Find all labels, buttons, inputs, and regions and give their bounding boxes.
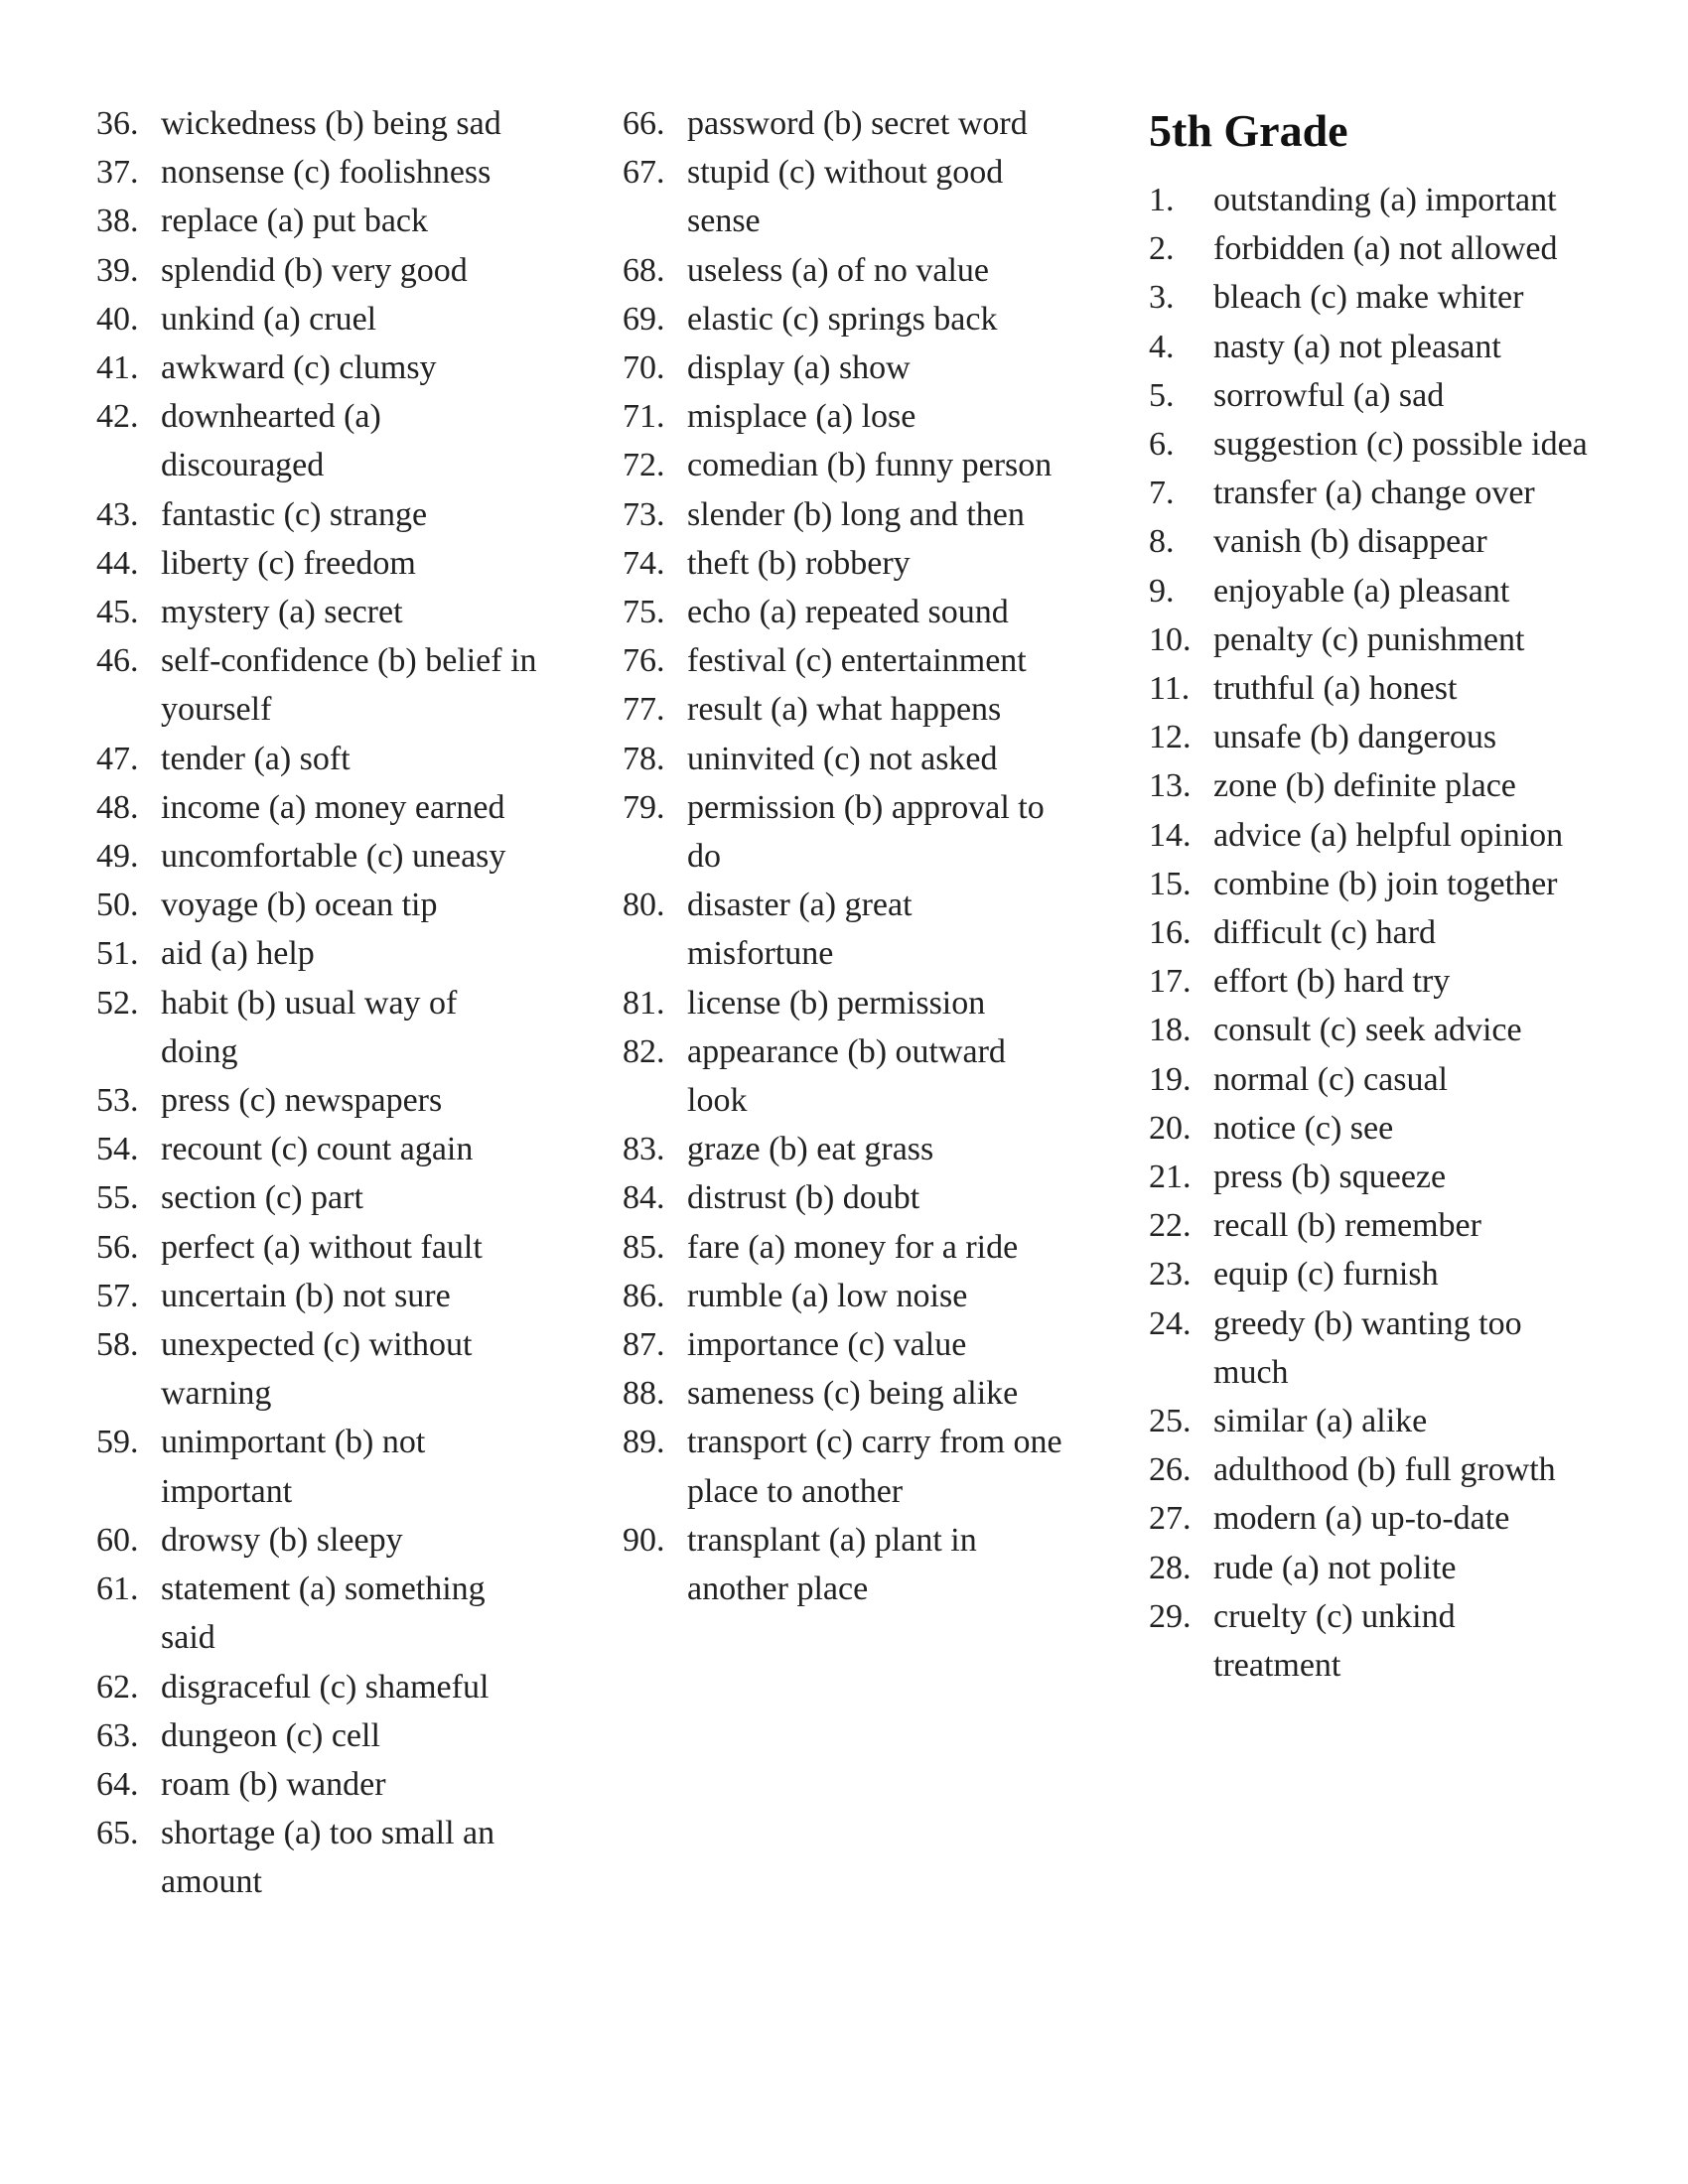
item-text: slender (b) long and then: [687, 495, 1025, 533]
item-number: 7.: [1149, 475, 1175, 512]
list-item: [623, 588, 1079, 636]
list-item: [96, 1760, 573, 1809]
list-item: [1149, 273, 1625, 322]
list-item: [1149, 1006, 1625, 1054]
list-item: [96, 1272, 573, 1320]
item-text: disgraceful (c) shameful: [161, 1668, 490, 1706]
item-text: license (b) permission: [687, 984, 986, 1022]
item-number: 73.: [623, 495, 665, 533]
item-number: 47.: [96, 740, 139, 777]
list-item: [623, 539, 1079, 588]
item-text: statement (a) something said: [161, 1570, 486, 1657]
list-item: [96, 1418, 573, 1515]
item-text: forbidden (a) not allowed: [1213, 230, 1558, 268]
item-number: 77.: [623, 691, 665, 729]
item-text: voyage (b) ocean tip: [161, 887, 438, 924]
list-item: [96, 636, 573, 734]
list-item: [96, 588, 573, 636]
list-item: [623, 1173, 1079, 1222]
item-text: vanish (b) disappear: [1213, 523, 1487, 561]
item-text: difficult (c) hard: [1213, 914, 1437, 952]
list-item: [1149, 1592, 1625, 1690]
item-number: 84.: [623, 1179, 665, 1217]
list-item: [96, 197, 573, 245]
list-item: [96, 929, 573, 978]
item-text: uninvited (c) not asked: [687, 740, 998, 777]
item-text: stupid (c) without good sense: [687, 154, 1004, 240]
list-item: [623, 1027, 1079, 1125]
item-text: dungeon (c) cell: [161, 1716, 380, 1754]
list-item: [96, 295, 573, 343]
item-text: wickedness (b) being sad: [161, 105, 501, 142]
list-item: [623, 783, 1079, 881]
item-number: 89.: [623, 1424, 665, 1461]
list-item: [96, 392, 573, 489]
list-item: [1149, 811, 1625, 860]
list-item: [1149, 1250, 1625, 1298]
item-text: disaster (a) great misfortune: [687, 887, 913, 973]
item-text: sameness (c) being alike: [687, 1375, 1019, 1413]
list-item: [623, 1223, 1079, 1272]
item-text: drowsy (b) sleepy: [161, 1521, 403, 1559]
list-item: [623, 1369, 1079, 1418]
list-item: [1149, 664, 1625, 713]
item-number: 22.: [1149, 1207, 1192, 1245]
item-number: 6.: [1149, 426, 1175, 464]
list-item: [623, 636, 1079, 685]
item-text: self-confidence (b) belief in yourself: [161, 642, 537, 729]
item-number: 87.: [623, 1326, 665, 1364]
item-number: 20.: [1149, 1109, 1192, 1147]
item-number: 64.: [96, 1765, 139, 1803]
item-number: 81.: [623, 984, 665, 1022]
list-item: [96, 1565, 573, 1662]
item-number: 18.: [1149, 1012, 1192, 1049]
item-text: replace (a) put back: [161, 203, 428, 240]
list-item: [1149, 1445, 1625, 1494]
item-number: 63.: [96, 1716, 139, 1754]
item-number: 56.: [96, 1228, 139, 1266]
item-number: 14.: [1149, 816, 1192, 854]
item-text: bleach (c) make whiter: [1213, 279, 1524, 317]
item-number: 58.: [96, 1326, 139, 1364]
list-item: [623, 1125, 1079, 1173]
item-text: misplace (a) lose: [687, 398, 916, 436]
item-number: 39.: [96, 251, 139, 289]
item-text: outstanding (a) important: [1213, 182, 1557, 218]
list-item: [1149, 176, 1625, 224]
item-number: 60.: [96, 1521, 139, 1559]
list-item: [96, 1125, 573, 1173]
item-text: habit (b) usual way of doing: [161, 984, 458, 1070]
item-number: 55.: [96, 1179, 139, 1217]
list-item: [96, 1663, 573, 1711]
list-item: [1149, 1544, 1625, 1592]
item-number: 78.: [623, 740, 665, 777]
item-number: 65.: [96, 1815, 139, 1852]
item-text: press (c) newspapers: [161, 1082, 443, 1120]
item-text: distrust (b) doubt: [687, 1179, 920, 1217]
list-item: [1149, 908, 1625, 957]
list-item: [96, 490, 573, 539]
item-text: sorrowful (a) sad: [1213, 376, 1445, 414]
item-number: 74.: [623, 544, 665, 582]
vocab-list: [96, 99, 573, 1907]
list-item: [96, 1711, 573, 1760]
list-item: [1149, 517, 1625, 566]
item-number: 76.: [623, 642, 665, 680]
item-number: 62.: [96, 1668, 139, 1706]
item-number: 45.: [96, 594, 139, 631]
item-number: 66.: [623, 105, 665, 142]
item-text: fare (a) money for a ride: [687, 1228, 1019, 1266]
item-text: transfer (a) change over: [1213, 475, 1535, 512]
item-text: downhearted (a) discouraged: [161, 398, 381, 484]
list-item: [96, 246, 573, 295]
item-number: 29.: [1149, 1597, 1192, 1635]
item-text: roam (b) wander: [161, 1765, 386, 1803]
item-number: 23.: [1149, 1256, 1192, 1294]
item-number: 80.: [623, 887, 665, 924]
column-2: [623, 99, 1079, 1613]
item-number: 68.: [623, 251, 665, 289]
item-text: recount (c) count again: [161, 1131, 474, 1168]
item-number: 82.: [623, 1032, 665, 1070]
list-item: [1149, 1299, 1625, 1397]
list-item: [1149, 1397, 1625, 1445]
item-text: display (a) show: [687, 349, 911, 387]
list-item: [96, 99, 573, 148]
list-item: [623, 392, 1079, 441]
item-number: 24.: [1149, 1304, 1192, 1342]
item-text: password (b) secret word: [687, 105, 1028, 142]
item-text: result (a) what happens: [687, 691, 1002, 729]
item-number: 25.: [1149, 1403, 1192, 1440]
item-text: press (b) squeeze: [1213, 1159, 1447, 1196]
item-text: splendid (b) very good: [161, 251, 468, 289]
item-text: notice (c) see: [1213, 1109, 1394, 1147]
item-text: rumble (a) low noise: [687, 1277, 968, 1314]
item-number: 19.: [1149, 1060, 1192, 1098]
item-text: awkward (c) clumsy: [161, 349, 437, 387]
item-number: 57.: [96, 1277, 139, 1314]
list-item: [1149, 469, 1625, 517]
item-text: useless (a) of no value: [687, 251, 990, 289]
item-text: uncertain (b) not sure: [161, 1277, 451, 1314]
item-text: unimportant (b) not important: [161, 1424, 426, 1510]
item-number: 49.: [96, 838, 139, 876]
item-number: 51.: [96, 935, 139, 973]
item-number: 27.: [1149, 1500, 1192, 1538]
item-number: 46.: [96, 642, 139, 680]
item-text: unexpected (c) without warning: [161, 1326, 473, 1413]
list-item: [96, 1173, 573, 1222]
list-item: [623, 1418, 1079, 1515]
item-text: rude (a) not polite: [1213, 1549, 1457, 1586]
item-number: 2.: [1149, 230, 1175, 268]
list-item: [623, 735, 1079, 783]
list-item: [1149, 957, 1625, 1006]
item-text: shortage (a) too small an amount: [161, 1815, 495, 1901]
item-number: 3.: [1149, 279, 1175, 317]
list-item: [96, 979, 573, 1076]
list-item: [623, 1516, 1079, 1613]
item-number: 13.: [1149, 767, 1192, 805]
list-item: [1149, 1104, 1625, 1153]
item-text: greedy (b) wanting too much: [1213, 1304, 1522, 1391]
item-number: 40.: [96, 300, 139, 338]
item-text: graze (b) eat grass: [687, 1131, 934, 1168]
list-item: [96, 1809, 573, 1906]
item-number: 83.: [623, 1131, 665, 1168]
item-text: truthful (a) honest: [1213, 670, 1458, 708]
item-number: 61.: [96, 1570, 139, 1608]
item-text: nonsense (c) foolishness: [161, 154, 492, 192]
item-text: penalty (c) punishment: [1213, 620, 1525, 658]
item-number: 41.: [96, 349, 139, 387]
item-text: enjoyable (a) pleasant: [1213, 572, 1510, 610]
section-heading: 5th Grade: [1149, 105, 1348, 156]
item-text: aid (a) help: [161, 935, 315, 973]
vocab-list: [623, 99, 1079, 1613]
item-number: 85.: [623, 1228, 665, 1266]
list-item: [96, 881, 573, 929]
list-item: [623, 490, 1079, 539]
list-item: [623, 246, 1079, 295]
list-item: [1149, 713, 1625, 761]
item-number: 71.: [623, 398, 665, 436]
item-number: 54.: [96, 1131, 139, 1168]
list-item: [96, 735, 573, 783]
item-text: transport (c) carry from one place to another: [687, 1424, 1062, 1510]
list-item: [1149, 1494, 1625, 1543]
list-item: [1149, 860, 1625, 908]
item-text: unkind (a) cruel: [161, 300, 377, 338]
item-text: modern (a) up-to-date: [1213, 1500, 1510, 1538]
item-number: 67.: [623, 154, 665, 192]
list-item: [1149, 1153, 1625, 1201]
item-text: festival (c) entertainment: [687, 642, 1027, 680]
list-item: [96, 1076, 573, 1125]
list-item: [623, 881, 1079, 978]
list-item: [623, 685, 1079, 734]
item-text: section (c) part: [161, 1179, 363, 1217]
list-item: [96, 1223, 573, 1272]
item-number: 79.: [623, 788, 665, 826]
list-item: [1149, 1055, 1625, 1104]
item-text: fantastic (c) strange: [161, 495, 428, 533]
item-number: 59.: [96, 1424, 139, 1461]
item-text: effort (b) hard try: [1213, 963, 1451, 1001]
item-number: 70.: [623, 349, 665, 387]
item-text: suggestion (c) possible idea: [1213, 426, 1588, 464]
item-number: 53.: [96, 1082, 139, 1120]
item-text: adulthood (b) full growth: [1213, 1451, 1556, 1489]
item-text: income (a) money earned: [161, 788, 505, 826]
item-number: 12.: [1149, 719, 1192, 756]
item-text: comedian (b) funny person: [687, 447, 1053, 484]
item-text: cruelty (c) unkind treatment: [1213, 1597, 1456, 1685]
item-number: 17.: [1149, 963, 1192, 1001]
item-number: 88.: [623, 1375, 665, 1413]
list-item: [623, 148, 1079, 245]
list-item: [623, 441, 1079, 489]
list-item: [623, 1272, 1079, 1320]
list-item: [623, 1320, 1079, 1369]
item-text: recall (b) remember: [1213, 1207, 1481, 1245]
item-number: 44.: [96, 544, 139, 582]
list-item: [1149, 323, 1625, 371]
item-number: 5.: [1149, 376, 1175, 414]
item-number: 69.: [623, 300, 665, 338]
item-number: 86.: [623, 1277, 665, 1314]
item-number: 26.: [1149, 1451, 1192, 1489]
item-text: perfect (a) without fault: [161, 1228, 483, 1266]
item-text: unsafe (b) dangerous: [1213, 719, 1497, 756]
list-item: [623, 979, 1079, 1027]
list-item: [1149, 615, 1625, 664]
list-item: [1149, 567, 1625, 615]
list-item: [96, 1516, 573, 1565]
item-number: 36.: [96, 105, 139, 142]
item-text: uncomfortable (c) uneasy: [161, 838, 506, 876]
vocab-list: [1149, 176, 1625, 1690]
item-number: 48.: [96, 788, 139, 826]
item-text: combine (b) join together: [1213, 865, 1558, 902]
list-item: [1149, 371, 1625, 420]
item-text: mystery (a) secret: [161, 594, 403, 631]
list-item: [623, 343, 1079, 392]
list-item: [96, 343, 573, 392]
item-number: 72.: [623, 447, 665, 484]
item-text: liberty (c) freedom: [161, 544, 416, 582]
item-text: permission (b) approval to do: [687, 788, 1045, 876]
item-number: 38.: [96, 203, 139, 240]
item-text: appearance (b) outward look: [687, 1032, 1006, 1120]
item-number: 1.: [1149, 182, 1175, 218]
item-number: 9.: [1149, 572, 1175, 610]
item-text: advice (a) helpful opinion: [1213, 816, 1564, 854]
item-number: 10.: [1149, 620, 1192, 658]
list-item: [96, 832, 573, 881]
column-1: [96, 99, 573, 1907]
list-item: [623, 99, 1079, 148]
list-item: [1149, 224, 1625, 273]
item-number: 15.: [1149, 865, 1192, 902]
item-text: transplant (a) plant in another place: [687, 1521, 977, 1608]
item-text: similar (a) alike: [1213, 1403, 1428, 1440]
item-number: 11.: [1149, 670, 1191, 708]
item-text: nasty (a) not pleasant: [1213, 328, 1501, 365]
item-text: tender (a) soft: [161, 740, 351, 777]
item-text: normal (c) casual: [1213, 1060, 1448, 1098]
item-number: 21.: [1149, 1159, 1192, 1196]
list-item: [96, 1320, 573, 1418]
item-text: elastic (c) springs back: [687, 300, 998, 338]
list-item: [96, 783, 573, 832]
list-item: [1149, 420, 1625, 469]
list-item: [96, 148, 573, 197]
column-3: [1149, 99, 1625, 1690]
list-item: [96, 539, 573, 588]
list-item: [1149, 761, 1625, 810]
item-text: equip (c) furnish: [1213, 1256, 1439, 1294]
item-text: consult (c) seek advice: [1213, 1012, 1522, 1049]
item-number: 43.: [96, 495, 139, 533]
item-number: 52.: [96, 984, 139, 1022]
item-text: importance (c) value: [687, 1326, 967, 1364]
item-number: 37.: [96, 154, 139, 192]
item-number: 28.: [1149, 1549, 1192, 1586]
item-number: 90.: [623, 1521, 665, 1559]
item-number: 42.: [96, 398, 139, 436]
list-item: [1149, 1201, 1625, 1250]
item-number: 4.: [1149, 328, 1175, 365]
item-number: 16.: [1149, 914, 1192, 952]
list-item: [623, 295, 1079, 343]
item-text: zone (b) definite place: [1213, 767, 1516, 805]
item-number: 75.: [623, 594, 665, 631]
item-text: theft (b) robbery: [687, 544, 911, 582]
item-number: 50.: [96, 887, 139, 924]
item-text: echo (a) repeated sound: [687, 594, 1009, 631]
item-number: 8.: [1149, 523, 1175, 561]
